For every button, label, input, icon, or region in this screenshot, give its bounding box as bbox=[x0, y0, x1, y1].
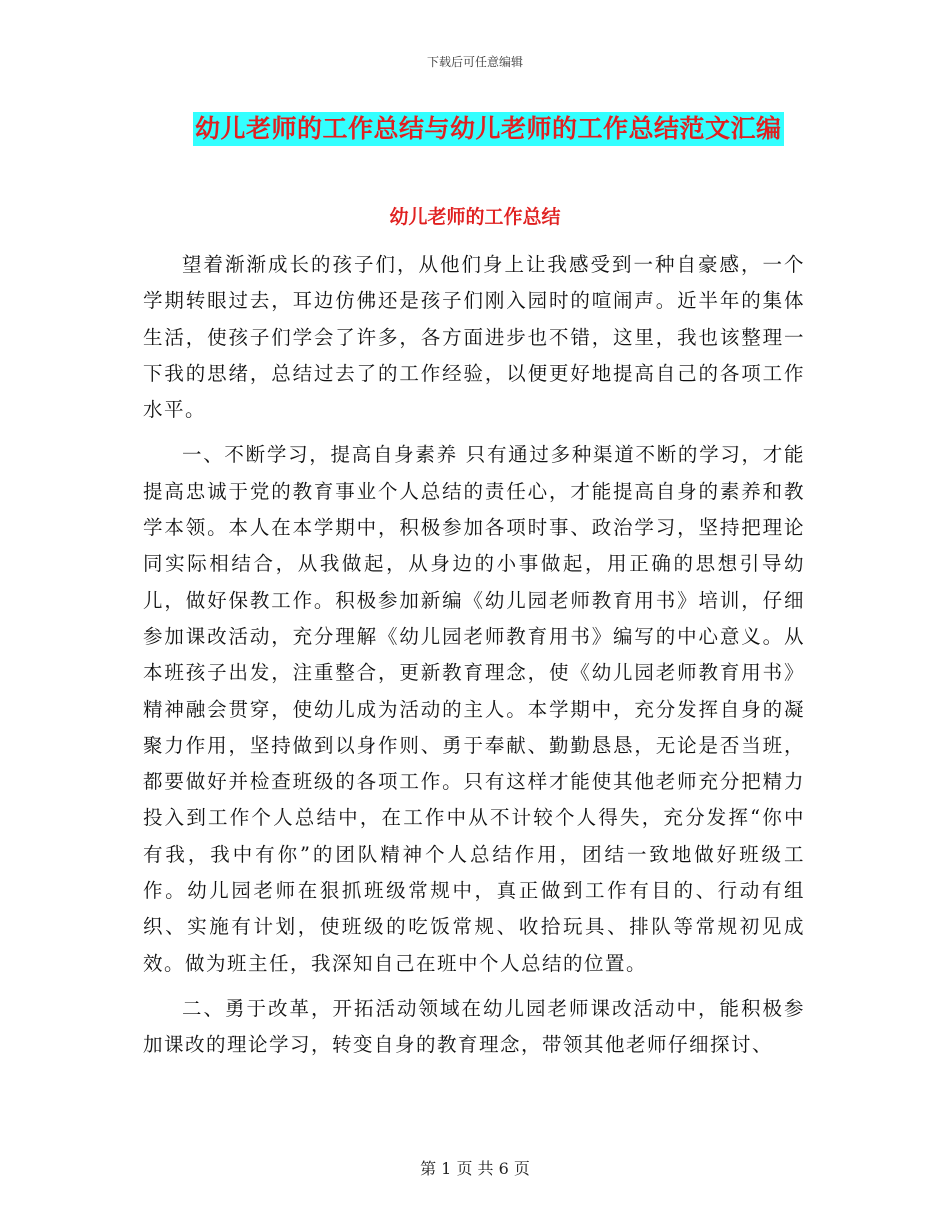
page-number-footer: 第 1 页 共 6 页 bbox=[420, 1159, 530, 1178]
paragraph-intro: 望着渐渐成长的孩子们，从他们身上让我感受到一种自豪感，一个学期转眼过去，耳边仿佛还是孩子们刚入园时的喧闹声。近半年的集体生活，使孩子们学会了许多，各方面进步也不错，这里，我也该整理一下我的思绪，总结过去了的工作经验，以便更好地提高自己的各项工作水平。 bbox=[143, 253, 805, 422]
document-body bbox=[143, 247, 805, 1073]
page-header-note: 下载后可任意编辑 bbox=[426, 55, 523, 69]
paragraph-section-2: 二、勇于改革，开拓活动领域在幼儿园老师课改活动中，能积极参加课改的理论学习，转变自身的教育理念，带领其他老师仔细探讨、 bbox=[143, 996, 805, 1057]
paragraph-section-1: 一、不断学习，提高自身素养 只有通过多种渠道不断的学习，才能提高忠诚于党的教育事业个人总结的责任心，才能提高自身的素养和教学本领。本人在本学期中，积极参加各项时事、政治学习，坚持把理论同实际相结合，从我做起，从身边的小事做起，用正确的思想引导幼儿，做好保教工作。积极参加新编《幼儿园老师教育用书》培训，仔细参加课改活动，充分理解《幼儿园老师教育用书》编写的中心意义。从本班孩子出发，注重整合，更新教育理念，使《幼儿园老师教育用书》精神融会贯穿，使幼儿成为活动的主人。本学期中，充分发挥自身的凝聚力作用，坚持做到以身作则、勇于奉献、勤勤恳恳，无论是否当班，都要做好并检查班级的各项工作。只有这样才能使其他老师充分把精力投入到工作个人总结中，在工作中从不计较个人得失，充分发挥“你中有我，我中有你”的团队精神个人总结作用，团结一致地做好班级工作。幼儿园老师在狠抓班级常规中，真正做到工作有目的、行动有组织、实施有计划，使班级的吃饭常规、收拾玩具、排队等常规初见成效。做为班主任，我深知自己在班中个人总结的位置。 bbox=[143, 443, 805, 975]
document-title: 幼儿老师的工作总结与幼儿老师的工作总结范文汇编 bbox=[193, 112, 784, 146]
section-title: 幼儿老师的工作总结 bbox=[389, 206, 561, 228]
